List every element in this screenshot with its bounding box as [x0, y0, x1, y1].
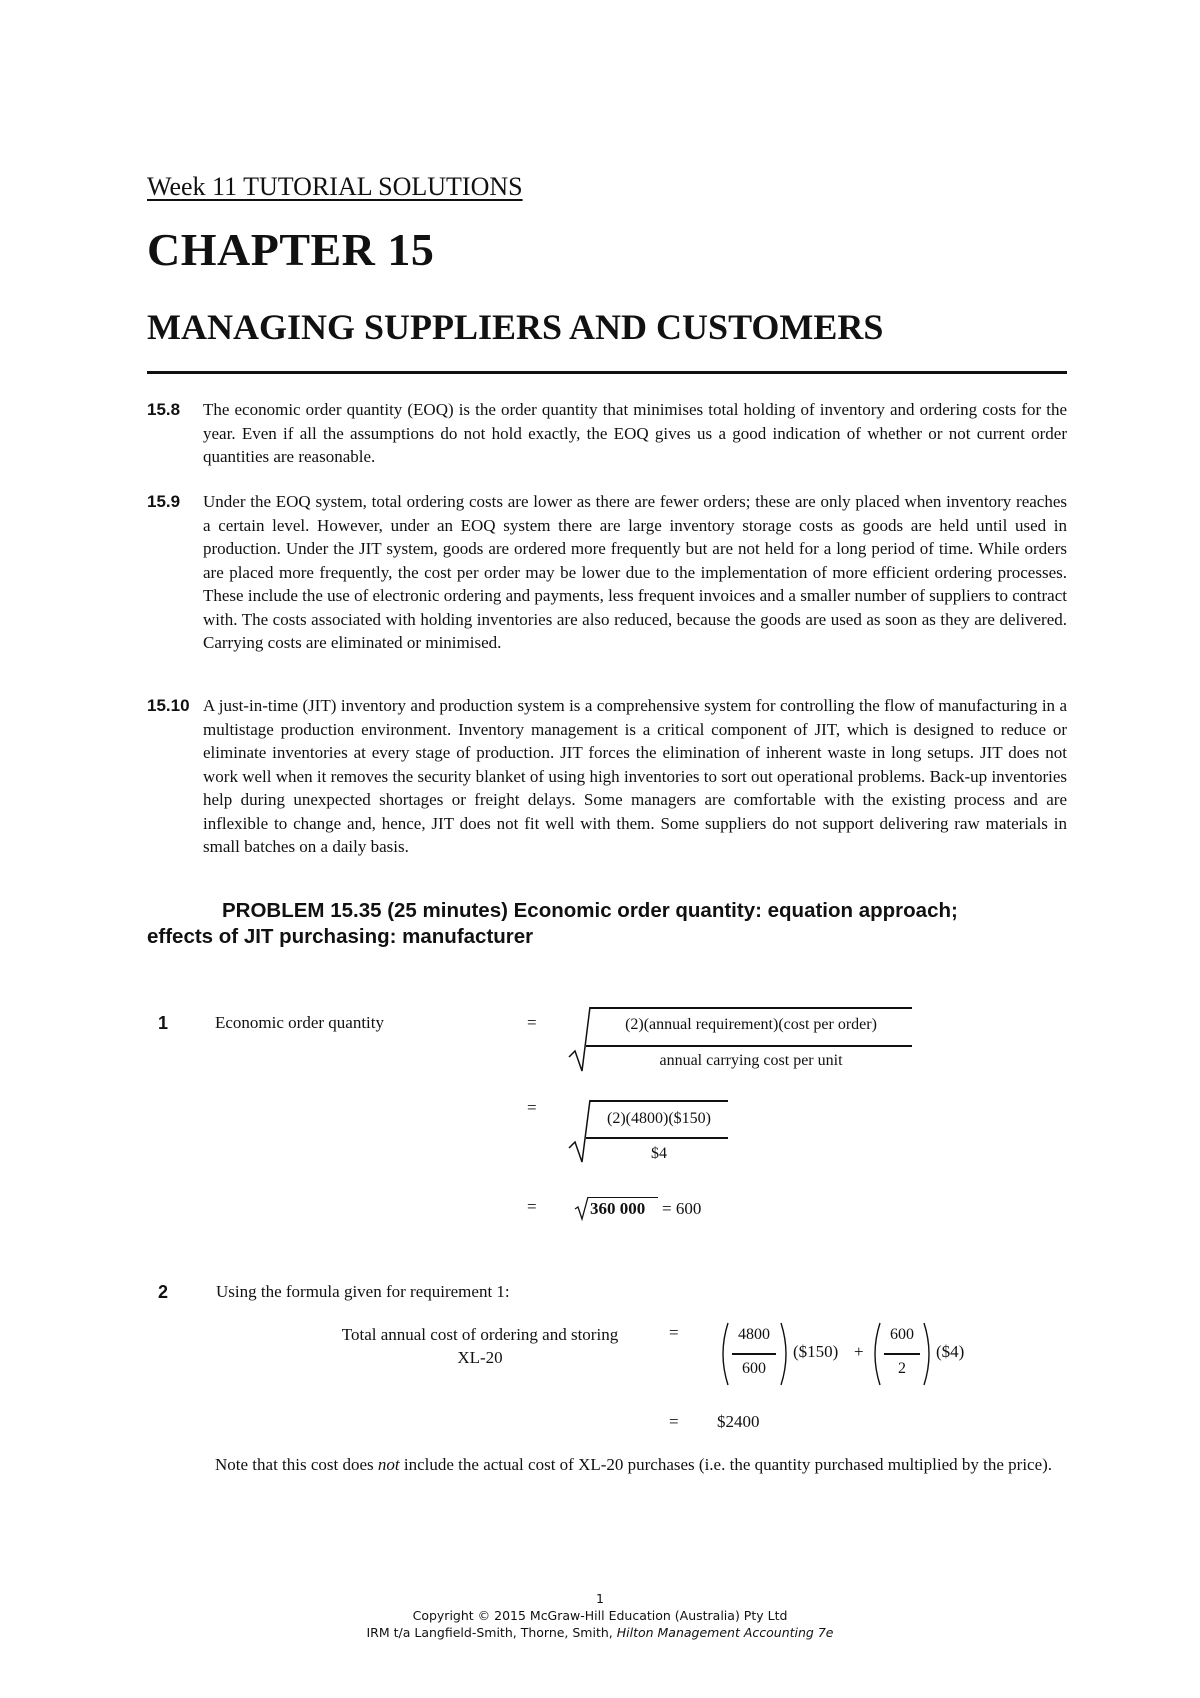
header-rule [147, 371, 1067, 374]
square-root-icon [568, 1098, 590, 1168]
fraction-bar [586, 1137, 728, 1139]
avg-inventory-numerator: 600 [890, 1326, 914, 1343]
answer-number: 15.9 [147, 492, 181, 511]
note-paragraph [215, 1453, 1095, 1477]
total-cost-label-line1: Total annual cost of ordering and storing [341, 1325, 619, 1344]
note-text-start: Note that this cost does [215, 1455, 378, 1474]
eoq-result: = 600 [662, 1199, 702, 1218]
page-number: 1 [596, 1591, 604, 1606]
copyright-line: Copyright © 2015 McGraw-Hill Education (Australia) Pty Ltd [412, 1608, 788, 1623]
answer-15-9 [147, 490, 1067, 655]
root-overline [590, 1007, 912, 1009]
total-cost-label-line2: XL-20 [457, 1348, 503, 1367]
right-paren-icon [922, 1321, 934, 1387]
orders-numerator: 4800 [738, 1326, 770, 1343]
answer-number: 15.10 [147, 696, 190, 715]
fraction-bar [884, 1353, 920, 1355]
carrying-cost-multiplier: ($4) [936, 1342, 965, 1361]
problem-heading-line2: effects of JIT purchasing: manufacturer [147, 925, 534, 948]
orders-denominator: 600 [742, 1360, 766, 1377]
fraction-bar [586, 1045, 912, 1047]
page-footer [0, 1590, 1200, 1641]
eoq-label: Economic order quantity [215, 1013, 385, 1032]
order-cost-multiplier: ($150) [793, 1342, 839, 1361]
eoq-formula-denominator: annual carrying cost per unit [659, 1052, 843, 1069]
equals-sign: = [527, 1197, 537, 1216]
book-title: Hilton Management Accounting 7e [616, 1625, 834, 1640]
plus-sign: + [854, 1342, 864, 1361]
requirement-2-number: 2 [158, 1282, 169, 1302]
note-emphasis: not [377, 1455, 400, 1474]
eoq-formula-numerator: (2)(annual requirement)(cost per order) [625, 1016, 877, 1033]
answer-text: A just-in-time (JIT) inventory and production system is a comprehensive system for controlling the flow of manufacturing in a multistage production environment. Inventory management is a critical component of JIT, which is designed to reduce or eliminate inventories at every stage of production. JIT forces the elimination of inherent waste in long setups. JIT does not work well when it removes the security blanket of using high inventories to sort out operational problems. Back-up inventories help during unexpected shortages or freight delays. Some managers are comfortable with the existing process and are inflexible to change and, hence, JIT does not fit well with them. Some suppliers do not support delivering raw materials in small batches on a daily basis. [203, 696, 1067, 856]
eoq-values-numerator: (2)(4800)($150) [607, 1110, 711, 1127]
chapter-title: CHAPTER 15 [147, 224, 435, 275]
requirement-1-number: 1 [158, 1013, 169, 1033]
root-overline [590, 1100, 728, 1102]
irm-line [0, 1624, 1200, 1641]
problem-heading-line1: PROBLEM 15.35 (25 minutes) Economic order quantity: equation approach; [222, 899, 958, 922]
note-text-end: include the actual cost of XL-20 purchases (i.e. the quantity purchased multiplied by the price). [399, 1455, 1053, 1474]
fraction-bar [732, 1353, 776, 1355]
equals-sign: = [527, 1013, 537, 1032]
irm-authors: IRM t/a Langfield-Smith, Thorne, Smith, [366, 1625, 617, 1640]
week-heading: Week 11 TUTORIAL SOLUTIONS [147, 172, 523, 201]
equals-sign: = [669, 1412, 679, 1431]
total-cost-label [300, 1323, 660, 1369]
square-root-icon [574, 1195, 588, 1221]
equals-sign: = [669, 1323, 679, 1342]
equals-sign: = [527, 1098, 537, 1117]
answer-text: The economic order quantity (EOQ) is the order quantity that minimises total holding of inventory and ordering costs for the year. Even if all the assumptions do not hold exactly, the EOQ gives us a good indication of whether or not current order quantities are reasonable. [203, 400, 1067, 466]
problem-heading [147, 898, 1087, 950]
answer-text: Under the EOQ system, total ordering costs are lower as there are fewer orders; these are only placed when inventory reaches a certain level. However, under an EOQ system there are large inventory storage costs as goods are held until used in production. Under the JIT system, goods are ordered more frequently but are not held for a long period of time. While orders are placed more frequently, the cost per order may be lower due to the implementation of more efficient ordering processes. These include the use of electronic ordering and payments, less frequent invoices and a smaller number of suppliers to contract with. The costs associated with holding inventories are also reduced, because the goods are used as soon as they are delivered. Carrying costs are eliminated or minimised. [203, 492, 1067, 652]
right-paren-icon [779, 1321, 791, 1387]
avg-inventory-denominator: 2 [898, 1360, 906, 1377]
answer-15-8 [147, 398, 1067, 469]
answer-15-10 [147, 694, 1067, 859]
root-value: 360 000 [590, 1199, 646, 1218]
answer-number: 15.8 [147, 400, 181, 419]
total-cost-result: $2400 [717, 1412, 760, 1431]
chapter-subtitle: MANAGING SUPPLIERS AND CUSTOMERS [147, 307, 884, 347]
square-root-icon [568, 1005, 590, 1075]
requirement-2-intro: Using the formula given for requirement 1: [216, 1282, 510, 1301]
eoq-values-denominator: $4 [651, 1145, 667, 1162]
